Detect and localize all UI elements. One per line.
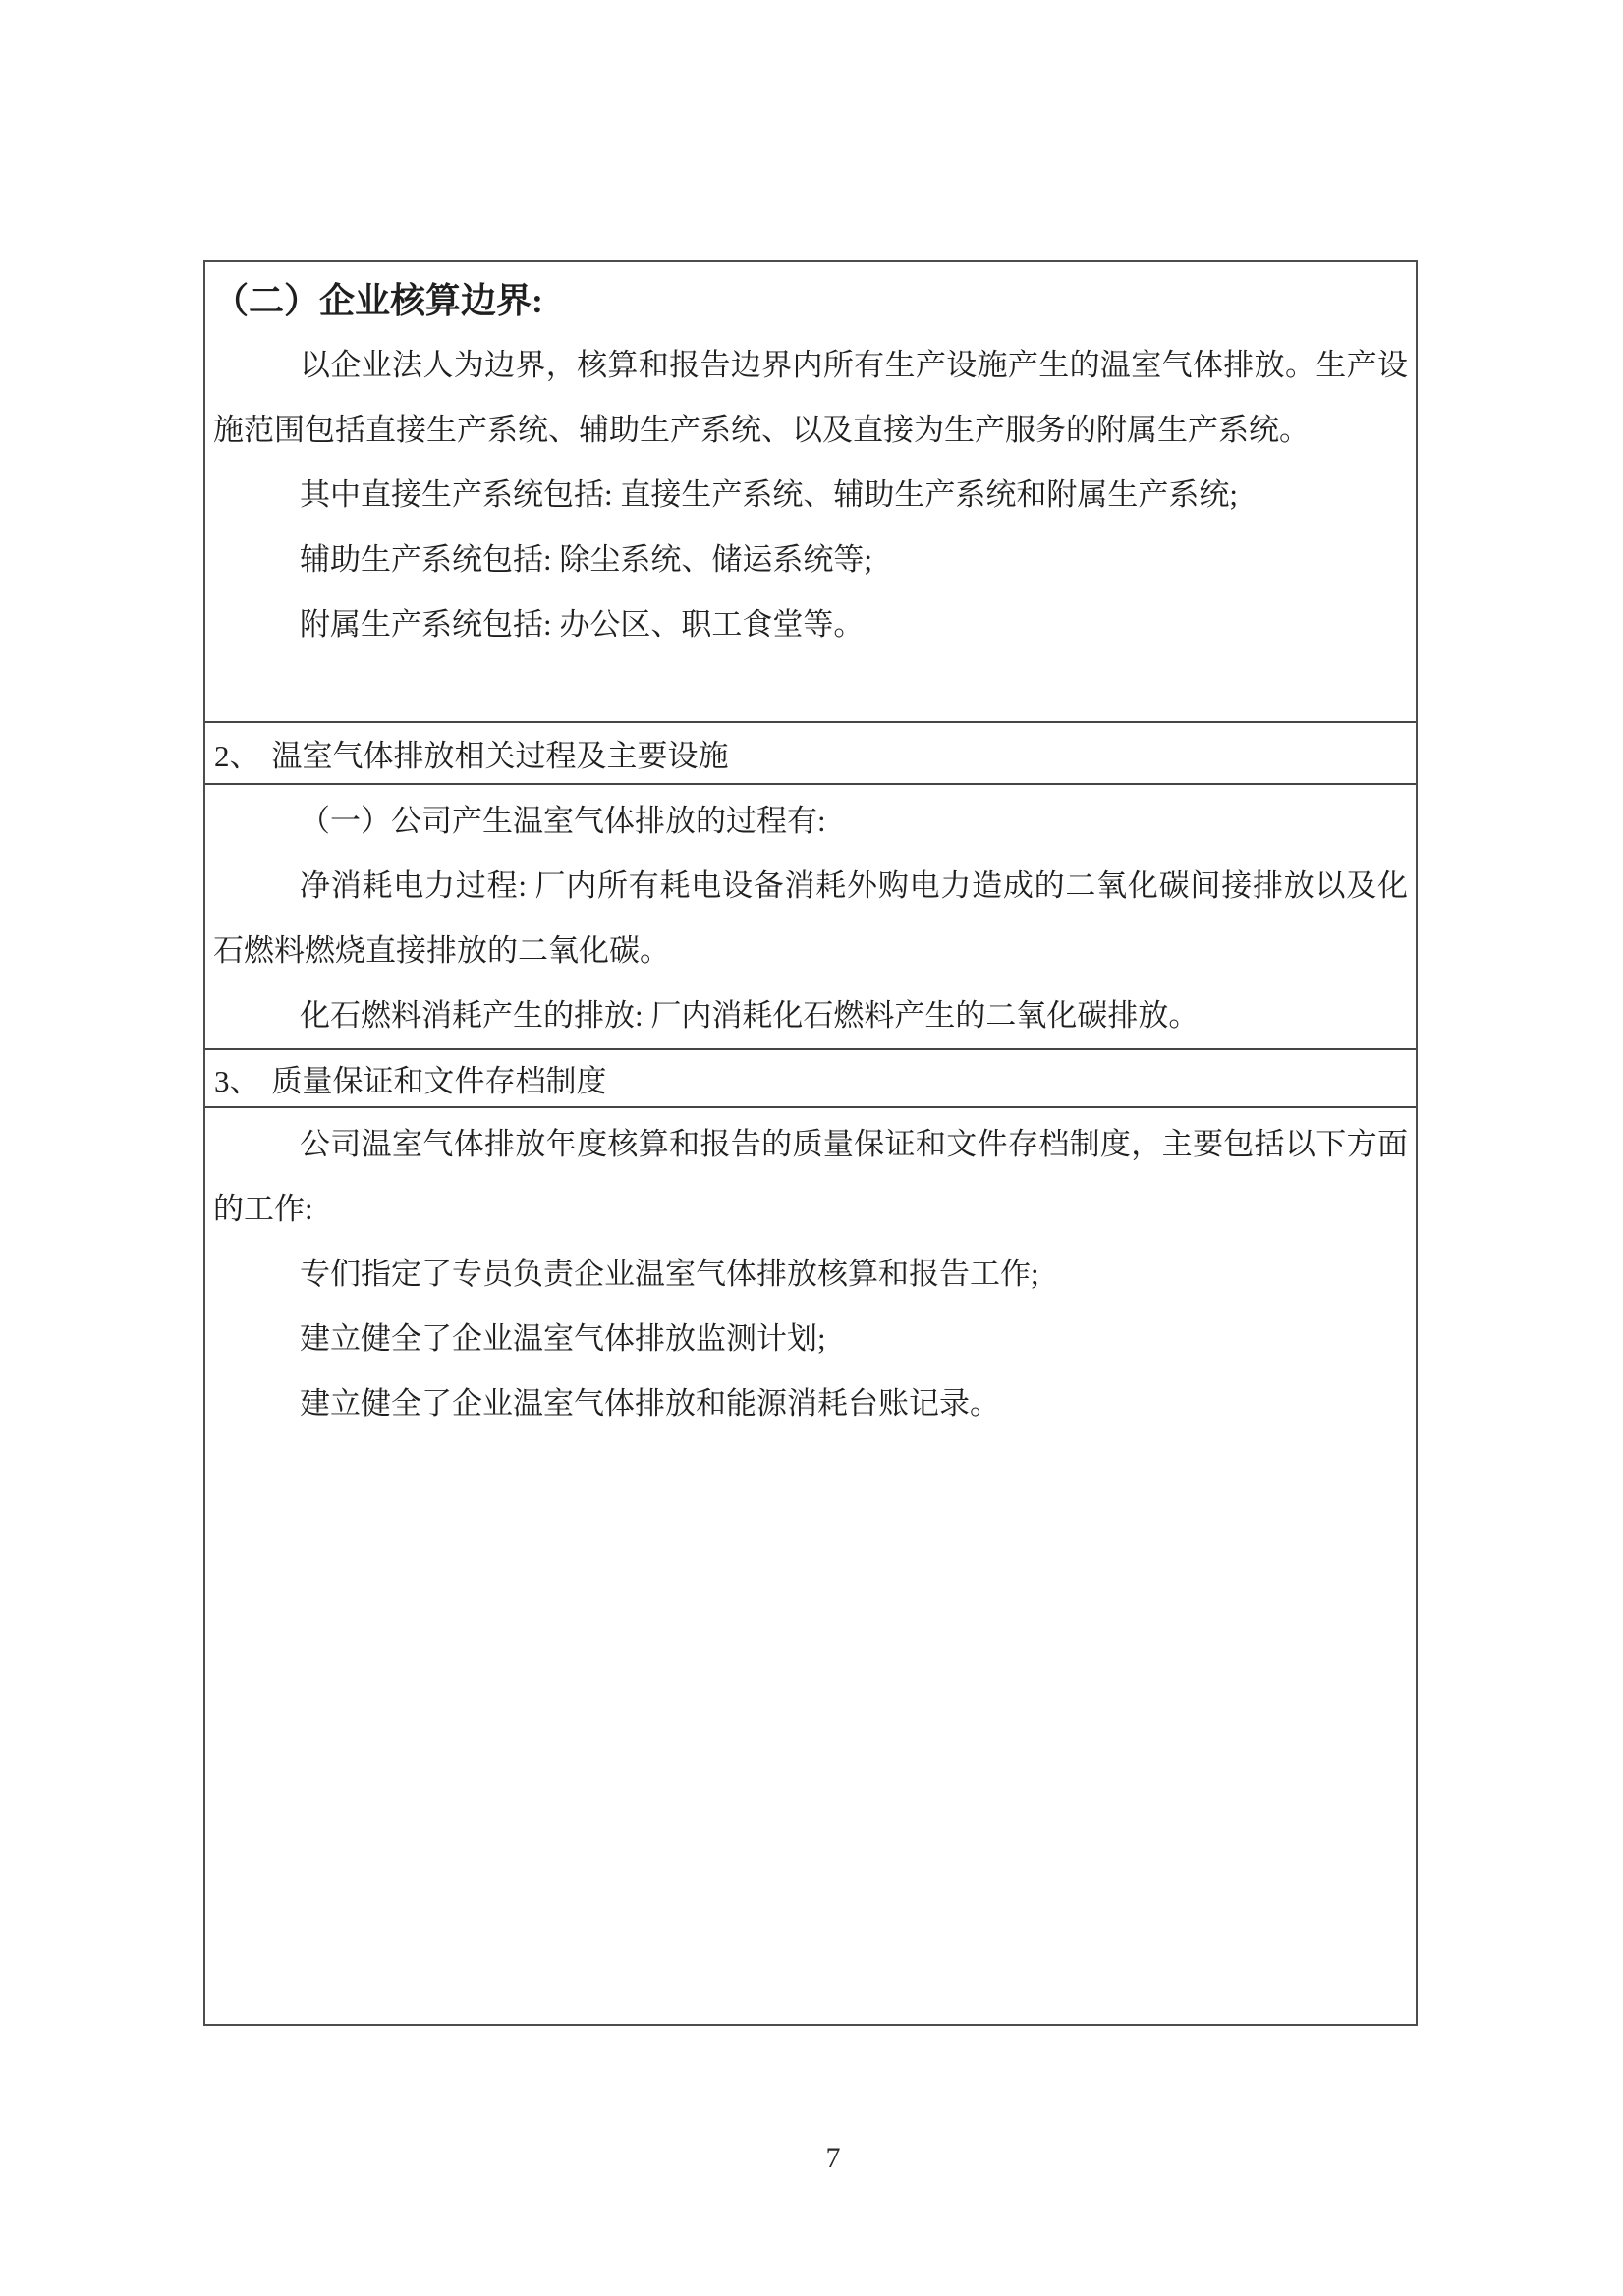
paragraph: （一）公司产生温室气体排放的过程有: [300, 804, 826, 838]
paragraph: 专们指定了专员负责企业温室气体排放核算和报告工作; [300, 1257, 1039, 1291]
paragraph: 其中直接生产系统包括: 直接生产系统、辅助生产系统和附属生产系统; [300, 477, 1238, 512]
section-accounting-boundary [205, 262, 1416, 721]
row-header-number: 2、 [214, 739, 260, 773]
paragraph: 净消耗电力过程: 厂内所有耗电设备消耗外购电力造成的二氧化碳间接排放以及化石燃料燃烧直接排放的二氧化碳。 [213, 868, 1408, 968]
paragraph: 公司温室气体排放年度核算和报告的质量保证和文件存档制度，主要包括以下方面的工作: [213, 1127, 1408, 1226]
row-header-label: 质量保证和文件存档制度 [271, 1064, 607, 1098]
row-header-quality-assurance [205, 1048, 1416, 1108]
paragraph: 辅助生产系统包括: 除尘系统、储运系统等; [300, 542, 872, 577]
row-header-label: 温室气体排放相关过程及主要设施 [271, 739, 729, 773]
paragraph: 建立健全了企业温室气体排放和能源消耗台账记录。 [300, 1386, 1000, 1421]
paragraph: 附属生产系统包括: 办公区、职工食堂等。 [300, 607, 865, 642]
section-emission-processes [205, 785, 1416, 1048]
page-number: 7 [825, 2142, 841, 2174]
content-table [203, 260, 1418, 2026]
paragraph: 建立健全了企业温室气体排放监测计划; [300, 1321, 826, 1356]
section-title-accounting-boundary: （二）企业核算边界: [213, 281, 543, 320]
paragraph: 化石燃料消耗产生的排放: 厂内消耗化石燃料产生的二氧化碳排放。 [300, 998, 1200, 1033]
section-quality-assurance [205, 1108, 1416, 2024]
paragraph: 以企业法人为边界，核算和报告边界内所有生产设施产生的温室气体排放。生产设施范围包括直接生产系统、辅助生产系统、以及直接为生产服务的附属生产系统。 [213, 348, 1408, 447]
row-header-number: 3、 [214, 1064, 260, 1098]
row-header-emission-processes [205, 721, 1416, 785]
